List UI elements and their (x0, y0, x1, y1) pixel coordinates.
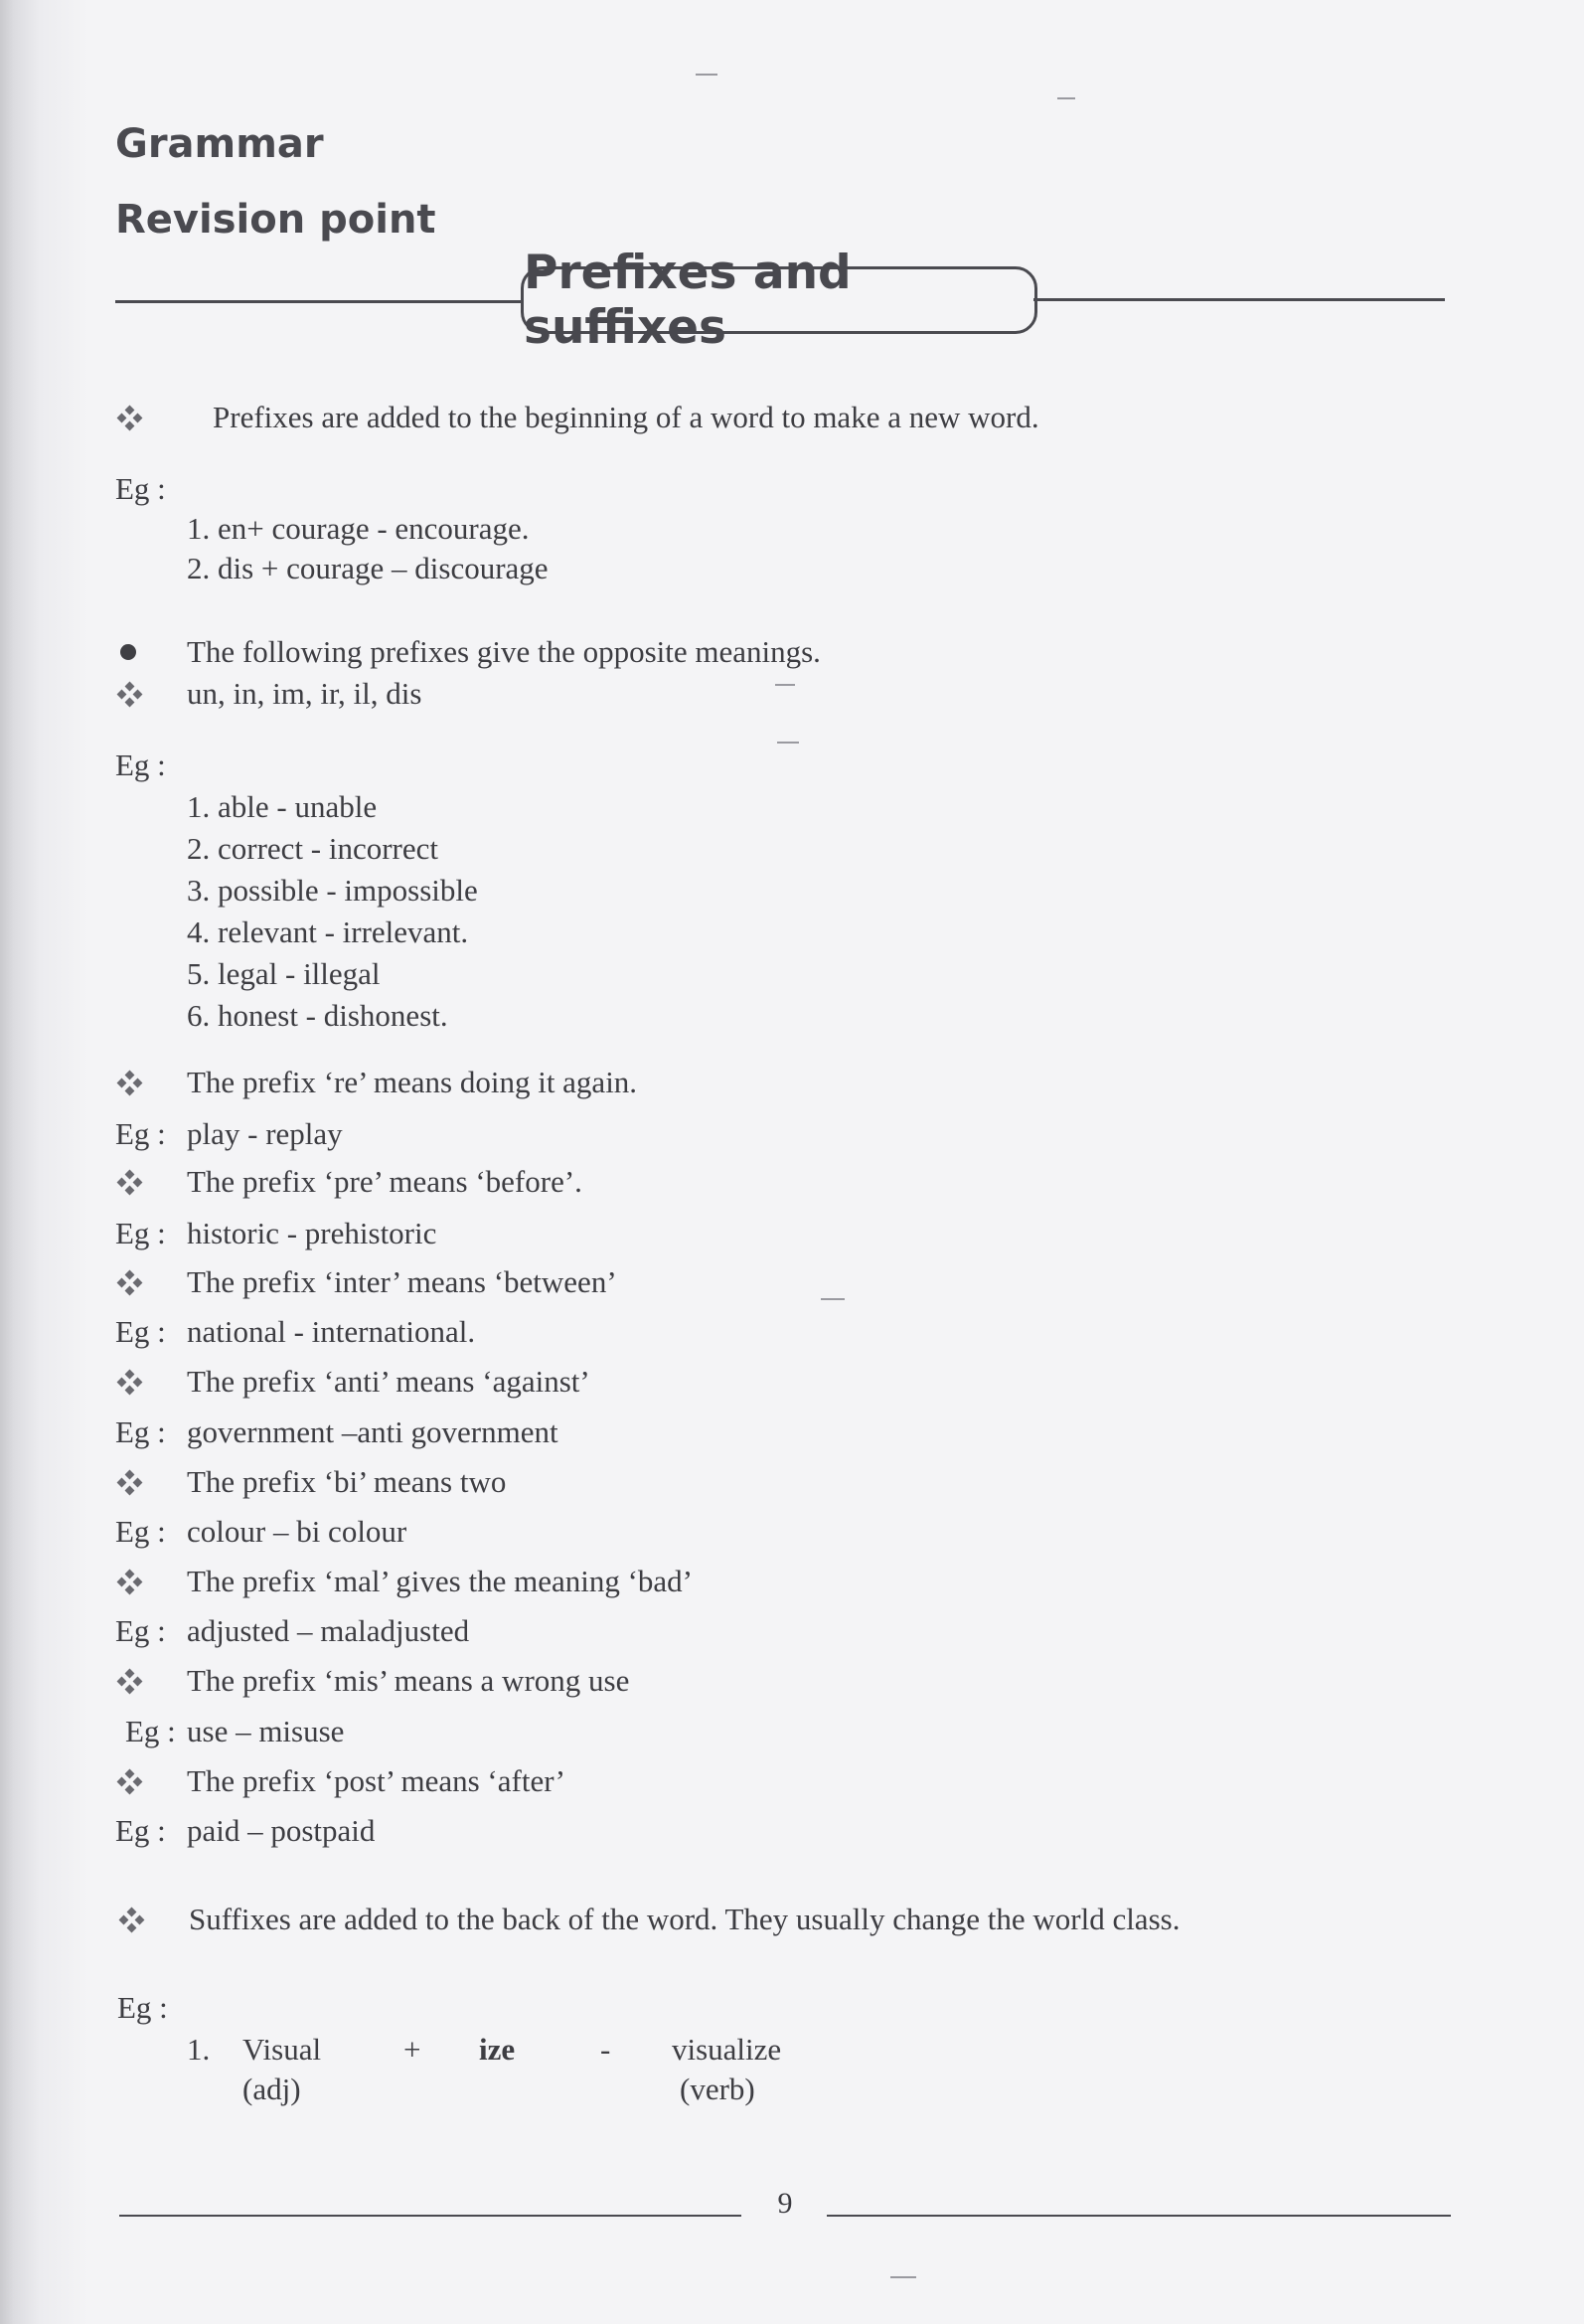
opposite-example-2: 2. correct - incorrect (187, 831, 439, 866)
opposite-example-1: 1. able - unable (187, 789, 378, 824)
intro-example-1: 1. en+ courage - encourage. (187, 511, 530, 546)
prefix-example-inter: national - international. (187, 1314, 476, 1349)
eg-label: Eg : (115, 1514, 166, 1549)
suffix-example-word-class: (adj) (242, 2072, 301, 2106)
prefix-example-re: play - replay (187, 1116, 343, 1151)
bullet-diamond-icon (117, 1470, 143, 1496)
scan-speck (696, 74, 717, 76)
intro-example-2: 2. dis + courage – discourage (187, 551, 549, 585)
eg-label: Eg : (115, 1613, 166, 1648)
opposite-example-5: 5. legal - illegal (187, 956, 381, 991)
bullet-diamond-icon (117, 682, 143, 708)
eg-label: Eg : (115, 1813, 166, 1848)
prefix-example-mal: adjusted – maladjusted (187, 1613, 470, 1648)
suffix-example-result: visualize (672, 2032, 782, 2067)
prefix-example-post: paid – postpaid (187, 1813, 376, 1848)
bullet-diamond-icon (117, 1570, 143, 1595)
prefix-example-mis: use – misuse (187, 1714, 345, 1748)
suffix-example-dash: - (600, 2032, 611, 2067)
opposite-example-4: 4. relevant - irrelevant. (187, 914, 469, 949)
prefix-rule-inter: The prefix ‘inter’ means ‘between’ (187, 1264, 617, 1299)
intro-text: Prefixes are added to the beginning of a word to make a new word. (213, 400, 1039, 434)
prefix-rule-mis: The prefix ‘mis’ means a wrong use (187, 1663, 630, 1698)
title-rule-left (115, 300, 523, 303)
prefix-rule-re: The prefix ‘re’ means doing it again. (187, 1065, 638, 1099)
bullet-diamond-icon (117, 1071, 143, 1096)
footer-rule-left (119, 2215, 741, 2217)
eg-label: Eg : (125, 1714, 176, 1748)
bullet-diamond-icon (119, 1908, 145, 1933)
section-heading-grammar: Grammar (115, 121, 324, 167)
bullet-diamond-icon (117, 1769, 143, 1795)
scan-speck (1057, 97, 1075, 99)
prefix-rule-post: The prefix ‘post’ means ‘after’ (187, 1763, 566, 1798)
footer-rule-right (827, 2215, 1451, 2217)
eg-label: Eg : (115, 1116, 166, 1151)
eg-label: Eg : (115, 1314, 166, 1349)
eg-label: Eg : (115, 471, 166, 506)
suffix-example-result-class: (verb) (680, 2072, 755, 2106)
prefix-rule-anti: The prefix ‘anti’ means ‘against’ (187, 1364, 590, 1399)
prefix-rule-mal: The prefix ‘mal’ gives the meaning ‘bad’ (187, 1564, 694, 1598)
opposite-prefixes-text: The following prefixes give the opposite meanings. (187, 634, 821, 669)
opposite-prefixes-list: un, in, im, ir, il, dis (187, 676, 422, 711)
section-heading-revision-point: Revision point (115, 197, 436, 243)
eg-label: Eg : (115, 747, 166, 782)
scan-speck (890, 2276, 916, 2278)
scan-speck (777, 742, 799, 744)
scan-speck (775, 684, 795, 686)
prefix-rule-pre: The prefix ‘pre’ means ‘before’. (187, 1164, 582, 1199)
bullet-diamond-icon (117, 1669, 143, 1695)
suffix-text: Suffixes are added to the back of the word. They usually change the world class. (189, 1902, 1181, 1936)
prefix-example-pre: historic - prehistoric (187, 1216, 437, 1250)
prefix-example-anti: government –anti government (187, 1414, 558, 1449)
page-number: 9 (777, 2187, 793, 2220)
opposite-example-6: 6. honest - dishonest. (187, 998, 448, 1033)
lesson-title: Prefixes and suffixes (521, 266, 1037, 334)
eg-label: Eg : (117, 1990, 168, 2025)
opposite-example-3: 3. possible - impossible (187, 873, 478, 908)
suffix-example-plus: + (403, 2032, 421, 2067)
eg-label: Eg : (115, 1216, 166, 1250)
suffix-example-suffix: ize (479, 2032, 516, 2067)
prefix-rule-bi: The prefix ‘bi’ means two (187, 1464, 507, 1499)
bullet-diamond-icon (117, 1370, 143, 1396)
prefix-example-bi: colour – bi colour (187, 1514, 407, 1549)
suffix-example-number: 1. (187, 2032, 211, 2067)
bullet-diamond-icon (117, 1170, 143, 1196)
scan-speck (821, 1298, 845, 1300)
bullet-diamond-icon (117, 1270, 143, 1296)
suffix-example-word: Visual (242, 2032, 322, 2067)
eg-label: Eg : (115, 1414, 166, 1449)
title-rule-right (1033, 298, 1445, 301)
bullet-dot-icon (120, 644, 136, 660)
bullet-diamond-icon (117, 406, 143, 431)
